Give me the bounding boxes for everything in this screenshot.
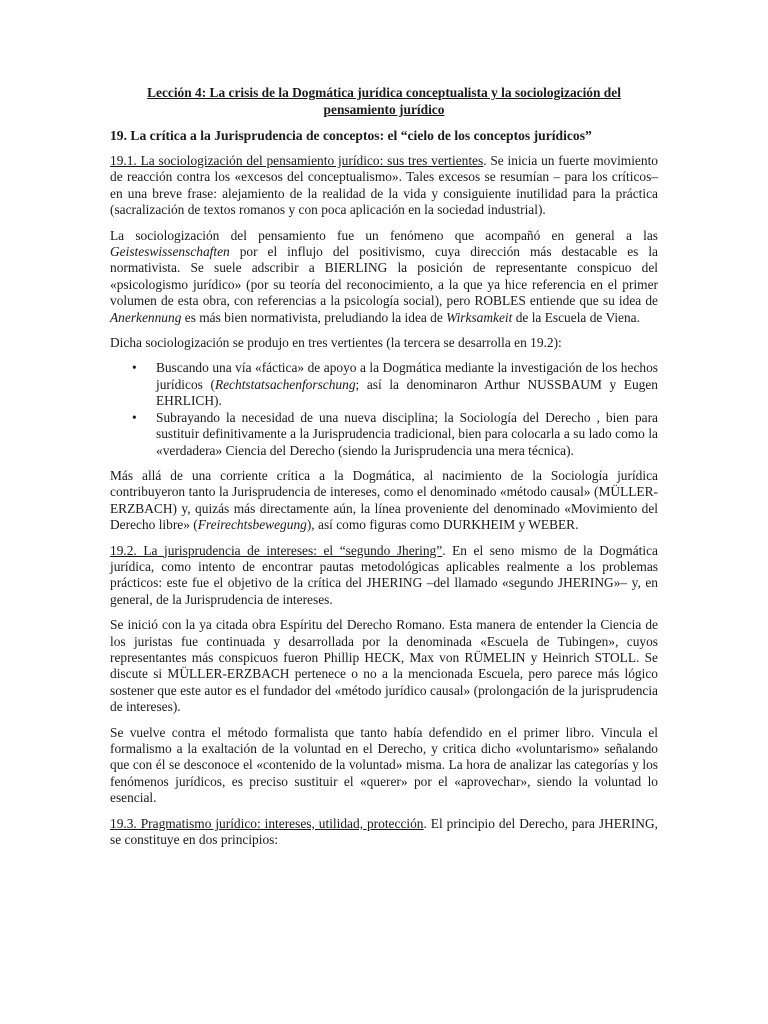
bullet-icon: • — [132, 409, 137, 425]
text-run: de la Escuela de Viena. — [512, 309, 640, 325]
lesson-title: Lección 4: La crisis de la Dogmática jurídica conceptualista y la sociologización del pensamiento jurídico — [147, 85, 621, 117]
text-run: por el influjo del positivismo, cuya dirección más destacable es la normativista. Se suele adscribir a BIERLING la posición de representante conspicuo del «psicologismo jurídico» (por su teoría del reconocimiento, a la que ya hice referencia en el primer volumen de esta obra, con referencias a la psicología social), pero ROBLES entiende que su idea de — [110, 244, 658, 309]
italic-term: Geisteswissenschaften — [110, 244, 230, 260]
text-run: es más bien normativista, preludiando la idea de — [181, 309, 447, 325]
text-run: ), así como figuras como DURKHEIM y WEBER. — [306, 517, 579, 533]
list-item — [110, 410, 658, 459]
paragraph-19-3-text: . El principio del Derecho, para JHERING, se constituye en dos principios: — [110, 815, 658, 848]
text-run: ; así la denominaron Arthur NUSSBAUM y Eugen EHRLICH). — [156, 376, 658, 409]
subsection-19-2-label: 19.2. La jurisprudencia de intereses: el “segundo Jhering” — [110, 542, 443, 558]
bullet-icon: • — [132, 360, 137, 376]
italic-term: Freirechtsbewegung — [197, 517, 307, 533]
paragraph-sociologia-juridica — [110, 468, 658, 534]
section-heading: 19. La crítica a la Jurisprudencia de conceptos: el “cielo de los conceptos jurídicos” — [110, 128, 592, 143]
paragraph-19-1-text: . Se inicia un fuerte movimiento de reacción contra los «excesos del conceptualismo». Tales excesos se resumían – para los críticos– en una breve frase: alejamiento de la realidad de la vida y consiguiente inutilidad para la práctica (sacralización de textos romanos y con poca aplicación en la sociedad industrial). — [110, 153, 658, 218]
vertientes-list — [110, 360, 658, 458]
paragraph-metodo-formalista: Se vuelve contra el método formalista que tanto había defendido en el primer libro. Vincula el formalismo a la exaltación de la voluntad en el Derecho, y critica dicho «voluntarismo» señalando que con él se desconoce el «contenido de la voluntad» misma. La hora de analizar las categorías y los fenómenos jurídicos, es preciso sustituir el «querer» por el «aprovechar», siendo la voluntad lo esencial. — [110, 724, 658, 806]
italic-term: Anerkennung — [110, 309, 182, 325]
paragraph-19-2-text: . En el seno mismo de la Dogmática jurídica, como intento de encontrar pautas metodológicas aplicables realmente a los problemas prácticos: este fue el objetivo de la crítica del JHERING –del llamado «segundo JHERING»– y, en general, de la Jurisprudencia de intereses. — [110, 542, 658, 607]
italic-term: Rechtstatsachenforschung — [214, 376, 356, 392]
paragraph-19-2 — [110, 543, 658, 609]
paragraph-sociologizacion — [110, 228, 658, 326]
text-run: Subrayando la necesidad de una nueva disciplina; la Sociología del Derecho , bien para sustituir definitivamente a la Jurisprudencia tradicional, bien para colocarla a su lado como la «verdadera» Ciencia del Derecho (siendo la Jurisprudencia una mera técnica). — [156, 409, 658, 458]
italic-term: Wirksamkeit — [446, 309, 513, 325]
list-item — [110, 360, 658, 409]
paragraph-tres-vertientes: Dicha sociologización se produjo en tres vertientes (la tercera se desarrolla en 19.2): — [110, 335, 562, 351]
paragraph-escuela-tubingen: Se inició con la ya citada obra Espíritu del Derecho Romano. Esta manera de entender la Ciencia de los juristas fue continuada y desarrollada por la denominada «Escuela de Tubingen», cuyos representantes más conspicuos fueron Phillip HECK, Max von RÜMELIN y Heinrich STOLL. Se discute si MÜLLER-ERZBACH pertenece o no a la mencionada Escuela, pero parece más lógico sostener que este autor es el fundador del «método jurídico causal» (prolongación de la jurisprudencia de intereses). — [110, 617, 658, 715]
subsection-19-3-label: 19.3. Pragmatismo jurídico: intereses, utilidad, protección — [110, 815, 424, 831]
text-run: Buscando una vía «fáctica» de apoyo a la Dogmática mediante la investigación de los hechos jurídicos ( — [156, 360, 658, 392]
subsection-19-1-label: 19.1. La sociologización del pensamiento jurídico: sus tres vertientes — [110, 153, 484, 168]
text-run: La sociologización del pensamiento fue un fenómeno que acompañó en general a las — [110, 227, 658, 243]
paragraph-19-1 — [110, 153, 658, 219]
text-run: Más allá de una corriente crítica a la Dogmática, al nacimiento de la Sociología jurídica contribuyeron tanto la Jurisprudencia de intereses, como el denominado «método causal» (MÜLLER-ERZBACH) y, quizás más directamente aún, la línea proveniente del denominado «Movimiento del Derecho libre» ( — [110, 467, 658, 533]
paragraph-19-3 — [110, 816, 658, 849]
